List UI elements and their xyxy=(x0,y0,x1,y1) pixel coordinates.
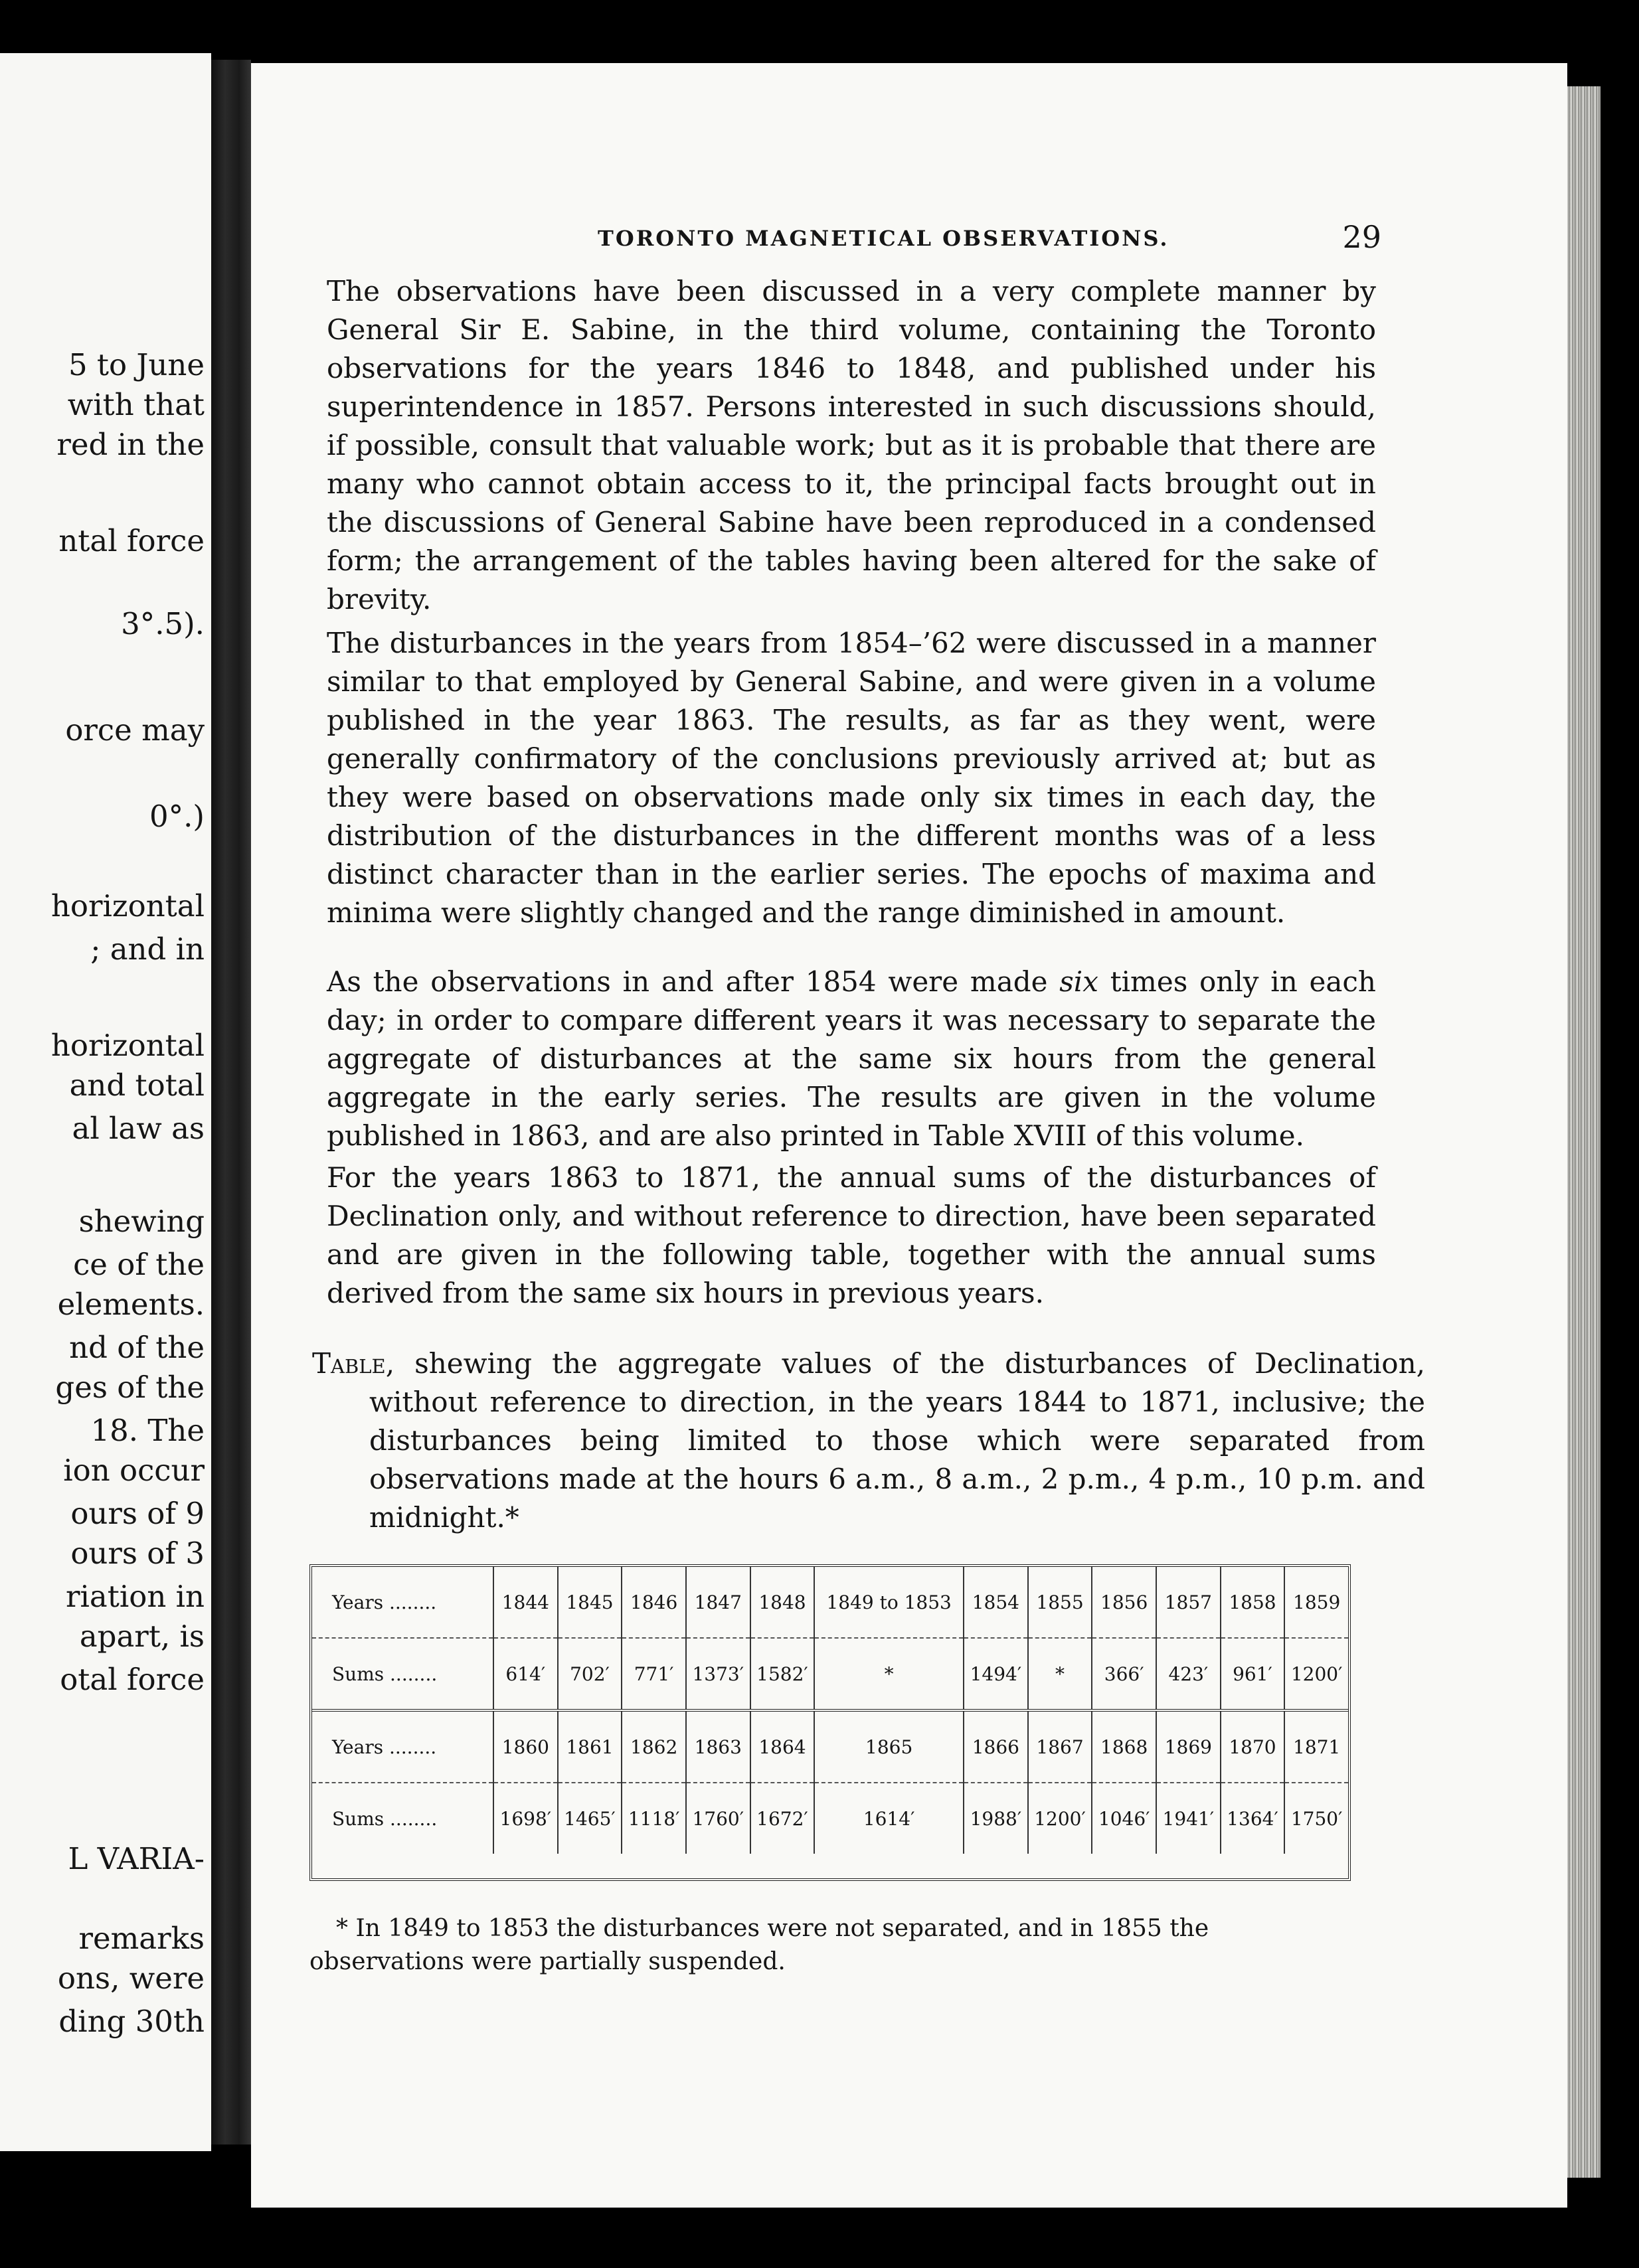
table-cell: 771′ xyxy=(622,1638,686,1710)
table-cell: 1364′ xyxy=(1221,1783,1285,1854)
left-line: riation in xyxy=(66,1579,205,1614)
table-cell: 1849 to 1853 xyxy=(814,1567,964,1638)
left-line: elements. xyxy=(57,1287,205,1322)
left-line: with that xyxy=(67,387,205,422)
left-line: nd of the xyxy=(69,1330,205,1365)
table-cell: 1046′ xyxy=(1092,1783,1156,1854)
table-cell: 1200′ xyxy=(1028,1783,1092,1854)
table-cell: 1698′ xyxy=(493,1783,558,1854)
table-cell: 1845 xyxy=(558,1567,622,1638)
table-cell: 1855 xyxy=(1028,1567,1092,1638)
table-cell: 1988′ xyxy=(964,1783,1028,1854)
table-cell: 1200′ xyxy=(1284,1638,1348,1710)
paragraph: The observations have been discussed in a very complete manner by General Sir E. Sabine, in the third volume, containing the Toronto observations for the years 1846 to 1848, and published under his superintendence in 1857. Persons interested in such discussions should, if possible, consult that valuable work; but as it is probable that there are many who cannot obtain access to it, the principal facts brought out in the discussions of General Sabine have been reproduced in a condensed form; the arrangement of the tables having been altered for the sake of brevity. xyxy=(327,275,1376,615)
table-cell: 1857 xyxy=(1156,1567,1221,1638)
table-row xyxy=(312,1783,1348,1854)
left-line: horizontal xyxy=(50,1028,205,1063)
left-line: orce may xyxy=(65,712,205,748)
table-cell: 1494′ xyxy=(964,1638,1028,1710)
table-cell: 1865 xyxy=(814,1710,964,1783)
row-label: Sums ........ xyxy=(332,1662,438,1685)
left-line: L VARIA- xyxy=(68,1841,205,1876)
table-cell: 423′ xyxy=(1156,1638,1221,1710)
left-line: ours of 9 xyxy=(70,1496,205,1531)
paragraph-text: As the observations in and after 1854 were made xyxy=(327,965,1060,998)
table-cell: 1868 xyxy=(1092,1710,1156,1783)
page-number: 29 xyxy=(1342,219,1381,255)
table-cell: 1871 xyxy=(1284,1710,1348,1783)
table-cell: 614′ xyxy=(493,1638,558,1710)
left-line: al law as xyxy=(72,1111,205,1146)
book-gutter xyxy=(211,60,251,2145)
caption-text: , shewing the aggregate values of the disturbances of Declination, without reference to direction, in the years 1844 to 1871, inclusive; the disturbances being limited to those which were separated from observations made at the hours 6 a.m., 8 a.m., 2 p.m., 4 p.m., 10 p.m. and midnight.* xyxy=(369,1347,1425,1534)
table-row xyxy=(312,1567,1348,1638)
left-line: 3°.5). xyxy=(121,606,205,641)
table-cell: 1861 xyxy=(558,1710,622,1783)
table-cell: 1582′ xyxy=(750,1638,815,1710)
left-line: and total xyxy=(69,1068,205,1103)
table-cell: 1863 xyxy=(686,1710,750,1783)
row-label: Years ........ xyxy=(312,1710,493,1783)
left-line: ding 30th xyxy=(58,2004,205,2039)
left-line: ours of 3 xyxy=(70,1536,205,1571)
table-cell: 1858 xyxy=(1221,1567,1285,1638)
table-cell: 1672′ xyxy=(750,1783,815,1854)
left-line: red in the xyxy=(56,427,205,462)
table-cell: 1847 xyxy=(686,1567,750,1638)
table-cell: 1118′ xyxy=(622,1783,686,1854)
table-cell: 1941′ xyxy=(1156,1783,1221,1854)
table-cell: 1854 xyxy=(964,1567,1028,1638)
table-cell: 1373′ xyxy=(686,1638,750,1710)
left-line: 5 to June xyxy=(68,347,205,382)
table-cell: 1844 xyxy=(493,1567,558,1638)
table-cell: * xyxy=(1028,1638,1092,1710)
left-line: apart, is xyxy=(79,1619,205,1654)
left-line: horizontal xyxy=(50,888,205,924)
table-cell: 702′ xyxy=(558,1638,622,1710)
caption-label: Table xyxy=(312,1347,386,1380)
table-cell: 1862 xyxy=(622,1710,686,1783)
row-label: Years ........ xyxy=(312,1567,493,1638)
footnote: * In 1849 to 1853 the disturbances were not separated, and in 1855 the observations were partially suspended. xyxy=(309,1915,1209,1975)
left-line: 18. The xyxy=(90,1413,205,1448)
table-cell: 1867 xyxy=(1028,1710,1092,1783)
left-line: ons, were xyxy=(57,1961,205,1996)
left-line: ion occur xyxy=(63,1453,205,1488)
table-caption xyxy=(312,1344,1425,1537)
left-line: otal force xyxy=(60,1662,205,1697)
left-line: remarks xyxy=(78,1921,205,1956)
left-line: ges of the xyxy=(55,1370,205,1405)
table-cell: 1859 xyxy=(1284,1567,1348,1638)
table-row xyxy=(312,1638,1348,1710)
left-line: ntal force xyxy=(58,523,205,558)
table-cell: 1869 xyxy=(1156,1710,1221,1783)
table-cell: 1750′ xyxy=(1284,1783,1348,1854)
table-cell: 961′ xyxy=(1221,1638,1285,1710)
table-cell: 1864 xyxy=(750,1710,815,1783)
table-cell: 1860 xyxy=(493,1710,558,1783)
paragraph-text: times only in each day; in order to compare different years it was necessary to separate the aggregate of disturbances at the same six hours from the general aggregate in the early series. The results are given in the volume published in 1863, and are also printed in Table XVIII of this volume. xyxy=(327,965,1376,1152)
table-cell: 1614′ xyxy=(814,1783,964,1854)
header-title: TORONTO MAGNETICAL OBSERVATIONS. xyxy=(598,226,1169,251)
left-line: shewing xyxy=(78,1204,205,1239)
row-label: Sums ........ xyxy=(332,1807,438,1830)
table-cell: 1760′ xyxy=(686,1783,750,1854)
page-edge xyxy=(1567,86,1600,2178)
paragraph-emphasis: six xyxy=(1059,965,1098,998)
left-line: 0°.) xyxy=(149,799,205,834)
running-header xyxy=(345,219,1381,259)
paragraph xyxy=(327,963,1376,1155)
left-line: ce of the xyxy=(73,1247,205,1282)
table-row xyxy=(312,1710,1348,1783)
table-cell: 366′ xyxy=(1092,1638,1156,1710)
left-line: ; and in xyxy=(90,932,205,967)
left-page-fragment xyxy=(0,53,211,2151)
table-cell: 1870 xyxy=(1221,1710,1285,1783)
table-cell: 1465′ xyxy=(558,1783,622,1854)
table-cell: 1848 xyxy=(750,1567,815,1638)
disturbance-table xyxy=(309,1564,1351,1881)
table-cell: 1846 xyxy=(622,1567,686,1638)
paragraph: The disturbances in the years from 1854–’62 were discussed in a manner similar to that employed by General Sabine, and were given in a volume published in the year 1863. The results, as far as they went, were generally confirmatory of the conclusions previously arrived at; but as they were based on observations made only six times in each day, the distribution of the disturbances in the different months was of a less distinct character than in the earlier series. The epochs of maxima and minima were slightly changed and the range diminished in amount. xyxy=(327,627,1376,929)
paragraph: For the years 1863 to 1871, the annual sums of the disturbances of Declination only, and without reference to direction, have been separated and are given in the following table, together with the annual sums derived from the same six hours in previous years. xyxy=(327,1161,1376,1309)
table-cell: * xyxy=(814,1638,964,1710)
table-cell: 1866 xyxy=(964,1710,1028,1783)
table-cell: 1856 xyxy=(1092,1567,1156,1638)
